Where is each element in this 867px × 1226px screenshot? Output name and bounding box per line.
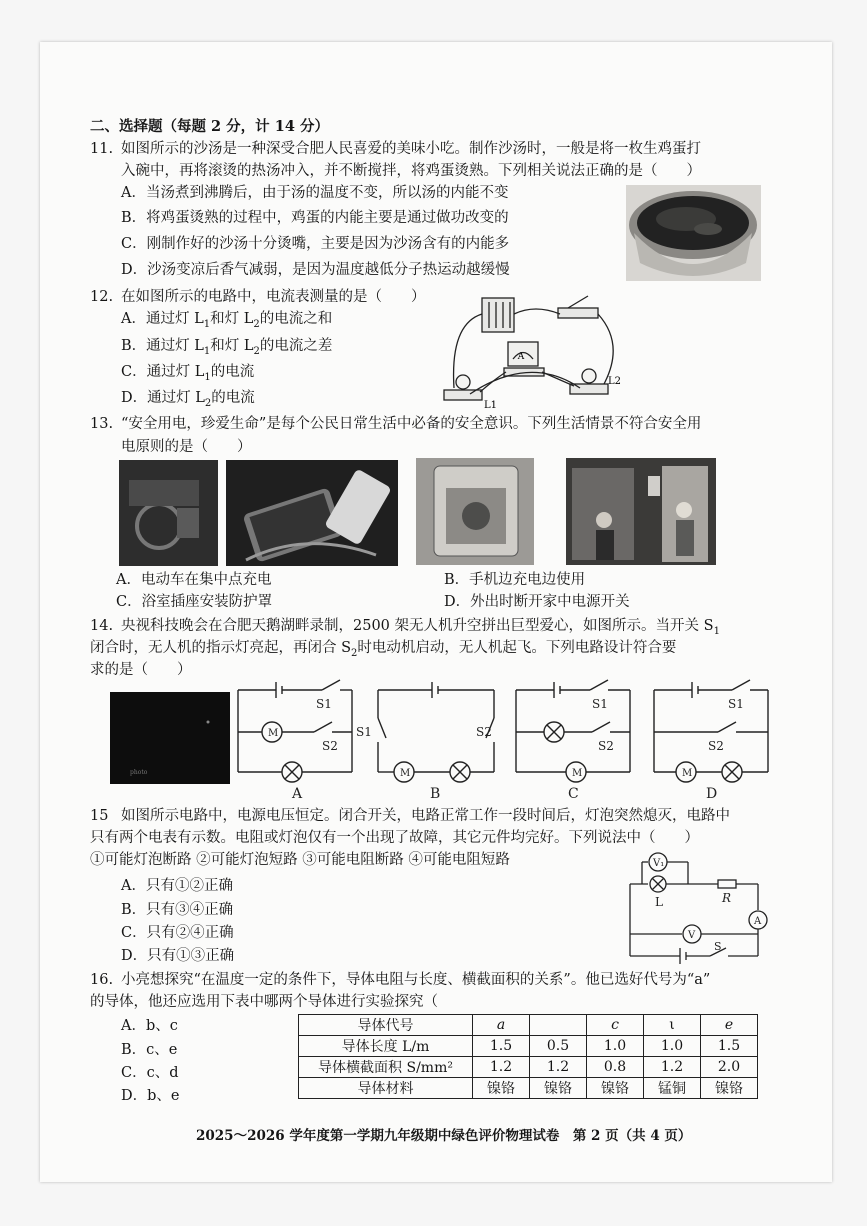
q16-stem-line2: 的导体，他还应选用下表中哪两个导体进行实验探究（ (90, 994, 438, 1010)
q14-label-c: C (568, 786, 579, 802)
q13-option-a: A．电动车在集中点充电 (116, 572, 272, 588)
q11-stem-line2: 入碗中，再将滚烫的热汤冲入，并不断搅拌，将鸡蛋烫熟。下列相关说法正确的是（ ） (121, 163, 701, 179)
svg-text:S1: S1 (356, 725, 372, 739)
svg-text:S1: S1 (316, 697, 332, 711)
q16-stem-line1: 小亮想探究“在温度一定的条件下，导体电阻与长度、横截面积的关系”。他已选好代号为“a” (121, 972, 711, 988)
q14-photo-mark: photo (130, 769, 148, 776)
q14-label-a: A (292, 786, 303, 802)
table-row: 导体横截面积 S/mm² 1.2 1.2 0.8 1.2 2.0 (299, 1057, 758, 1078)
svg-text:S1: S1 (728, 697, 744, 711)
q16-option-d: D．b、e (121, 1088, 180, 1104)
q13-option-c: C．浴室插座安装防护罩 (116, 594, 273, 610)
q16-option-c: C．c、d (121, 1065, 179, 1081)
svg-text:S: S (714, 940, 722, 953)
q14-label-b: B (430, 786, 441, 802)
q12-option-b: B．通过灯 $L_1$和灯 $L_2$的电流之差 (121, 338, 333, 357)
svg-text:R: R (722, 891, 732, 905)
q14-circuit-options (232, 676, 792, 804)
q14-label-d: D (706, 786, 718, 802)
q11-option-d: D．沙汤变凉后香气减弱，是因为温度越低分子热运动越缓慢 (121, 262, 510, 278)
svg-text:M: M (682, 768, 693, 779)
q13-photo-bathroom-socket (416, 458, 534, 565)
table-header-row: 导体代号 a c ι e (299, 1015, 758, 1036)
q15-option-b: B．只有③④正确 (121, 902, 234, 918)
q12-option-a: A．通过灯 $L_1$和灯 $L_2$的电流之和 (121, 311, 333, 330)
q14-number: 14. (90, 618, 114, 634)
q11-option-c: C．刚制作好的沙汤十分烫嘴，主要是因为沙汤含有的内能多 (121, 236, 510, 252)
q13-number: 13. (90, 416, 114, 432)
q14-stem-line3: 求的是（ ） (90, 662, 192, 678)
q11-number: 11. (90, 141, 114, 157)
q15-stem-line2: 只有两个电表有示数。电阻或灯泡仅有一个出现了故障，其它元件均完好。下列说法中（ ） (90, 830, 699, 846)
q13-photo-phone-charging (226, 460, 398, 566)
q16-number: 16. (90, 972, 114, 988)
q13-stem-line2: 电原则的是（ ） (121, 439, 252, 455)
q12-option-c: C．通过灯 $L_1$的电流 (121, 364, 255, 383)
q12-option-d: D．通过灯 $L_2$的电流 (121, 390, 255, 409)
q12-ammeter-label: A (517, 352, 525, 362)
q14-circuit-a (238, 680, 352, 782)
q15-number: 15 (90, 808, 109, 824)
section-heading: 二、选择题（每题 2 分，计 14 分） (90, 118, 329, 135)
svg-text:V₁: V₁ (653, 858, 665, 869)
svg-text:L: L (655, 895, 663, 909)
q14-circuit-d (654, 680, 768, 782)
q12-l2-label: L2 (608, 376, 622, 387)
q13-option-b: B．手机边充电边使用 (444, 572, 586, 588)
q16-conductor-table (298, 1014, 758, 1099)
table-row: 导体长度 L/m 1.5 0.5 1.0 1.0 1.5 (299, 1036, 758, 1057)
q14-stem-line2: 闭合时，无人机的指示灯亮起，再闭合 $S_2$时电动机启动，无人机起飞。下列电路设计符合要 (90, 640, 677, 659)
sha-soup-photo (626, 185, 761, 281)
q12-number: 12. (90, 289, 114, 305)
q12-circuit-diagram (440, 284, 625, 414)
q15-option-d: D．只有①③正确 (121, 948, 235, 964)
svg-text:M: M (572, 768, 583, 779)
q16-option-a: A．b、c (121, 1018, 178, 1034)
q11-option-b: B．将鸡蛋烫熟的过程中，鸡蛋的内能主要是通过做功改变的 (121, 210, 509, 226)
svg-text:S1: S1 (592, 697, 608, 711)
page-footer: 2025～2026 学年度第一学期九年级期中绿色评价物理试卷 第 2 页（共 4 页） (196, 1128, 692, 1144)
svg-text:S2: S2 (476, 725, 492, 739)
svg-text:M: M (400, 768, 411, 779)
svg-text:V: V (688, 930, 696, 941)
q13-option-d: D．外出时断开家中电源开关 (444, 594, 630, 610)
q13-stem-line1: “安全用电，珍爱生命”是每个公民日常生活中必备的安全意识。下列生活情景不符合安全用 (121, 416, 702, 432)
svg-text:S2: S2 (708, 739, 724, 753)
table-row: 导体材料 镍铬 镍铬 镍铬 锰铜 镍铬 (299, 1078, 758, 1099)
svg-text:S2: S2 (598, 739, 614, 753)
svg-text:A: A (754, 916, 762, 927)
q16-option-b: B．c、e (121, 1042, 178, 1058)
q15-option-a: A．只有①②正确 (121, 878, 233, 894)
q12-stem: 在如图所示的电路中，电流表测量的是（ ） (121, 289, 426, 305)
q13-photo-leaving-home (566, 458, 716, 565)
q14-circuit-c (516, 680, 630, 782)
q14-stem-line1: 央视科技晚会在合肥天鹅湖畔录制，2500 架无人机升空拼出巨型爱心，如图所示。当开关 $S_1$ (121, 618, 720, 637)
svg-text:S2: S2 (322, 739, 338, 753)
q15-circuit-diagram (622, 848, 772, 964)
svg-text:M: M (268, 728, 279, 739)
q11-stem-line1: 如图所示的沙汤是一种深受合肥人民喜爱的美味小吃。制作沙汤时，一般是将一枚生鸡蛋打 (121, 141, 701, 157)
q11-option-a: A．当汤煮到沸腾后，由于汤的温度不变，所以汤的内能不变 (121, 185, 509, 201)
q15-option-c: C．只有②④正确 (121, 925, 234, 941)
q13-photo-ebike (119, 460, 218, 566)
q15-stem-line1: 如图所示电路中，电源电压恒定。闭合开关，电路正常工作一段时间后，灯泡突然熄灭，电路中 (121, 808, 730, 824)
q12-l1-label: L1 (484, 400, 498, 411)
q14-photo-drone-heart (110, 692, 230, 784)
q15-statements: ①可能灯泡断路 ②可能灯泡短路 ③可能电阻断路 ④可能电阻短路 (90, 852, 510, 868)
